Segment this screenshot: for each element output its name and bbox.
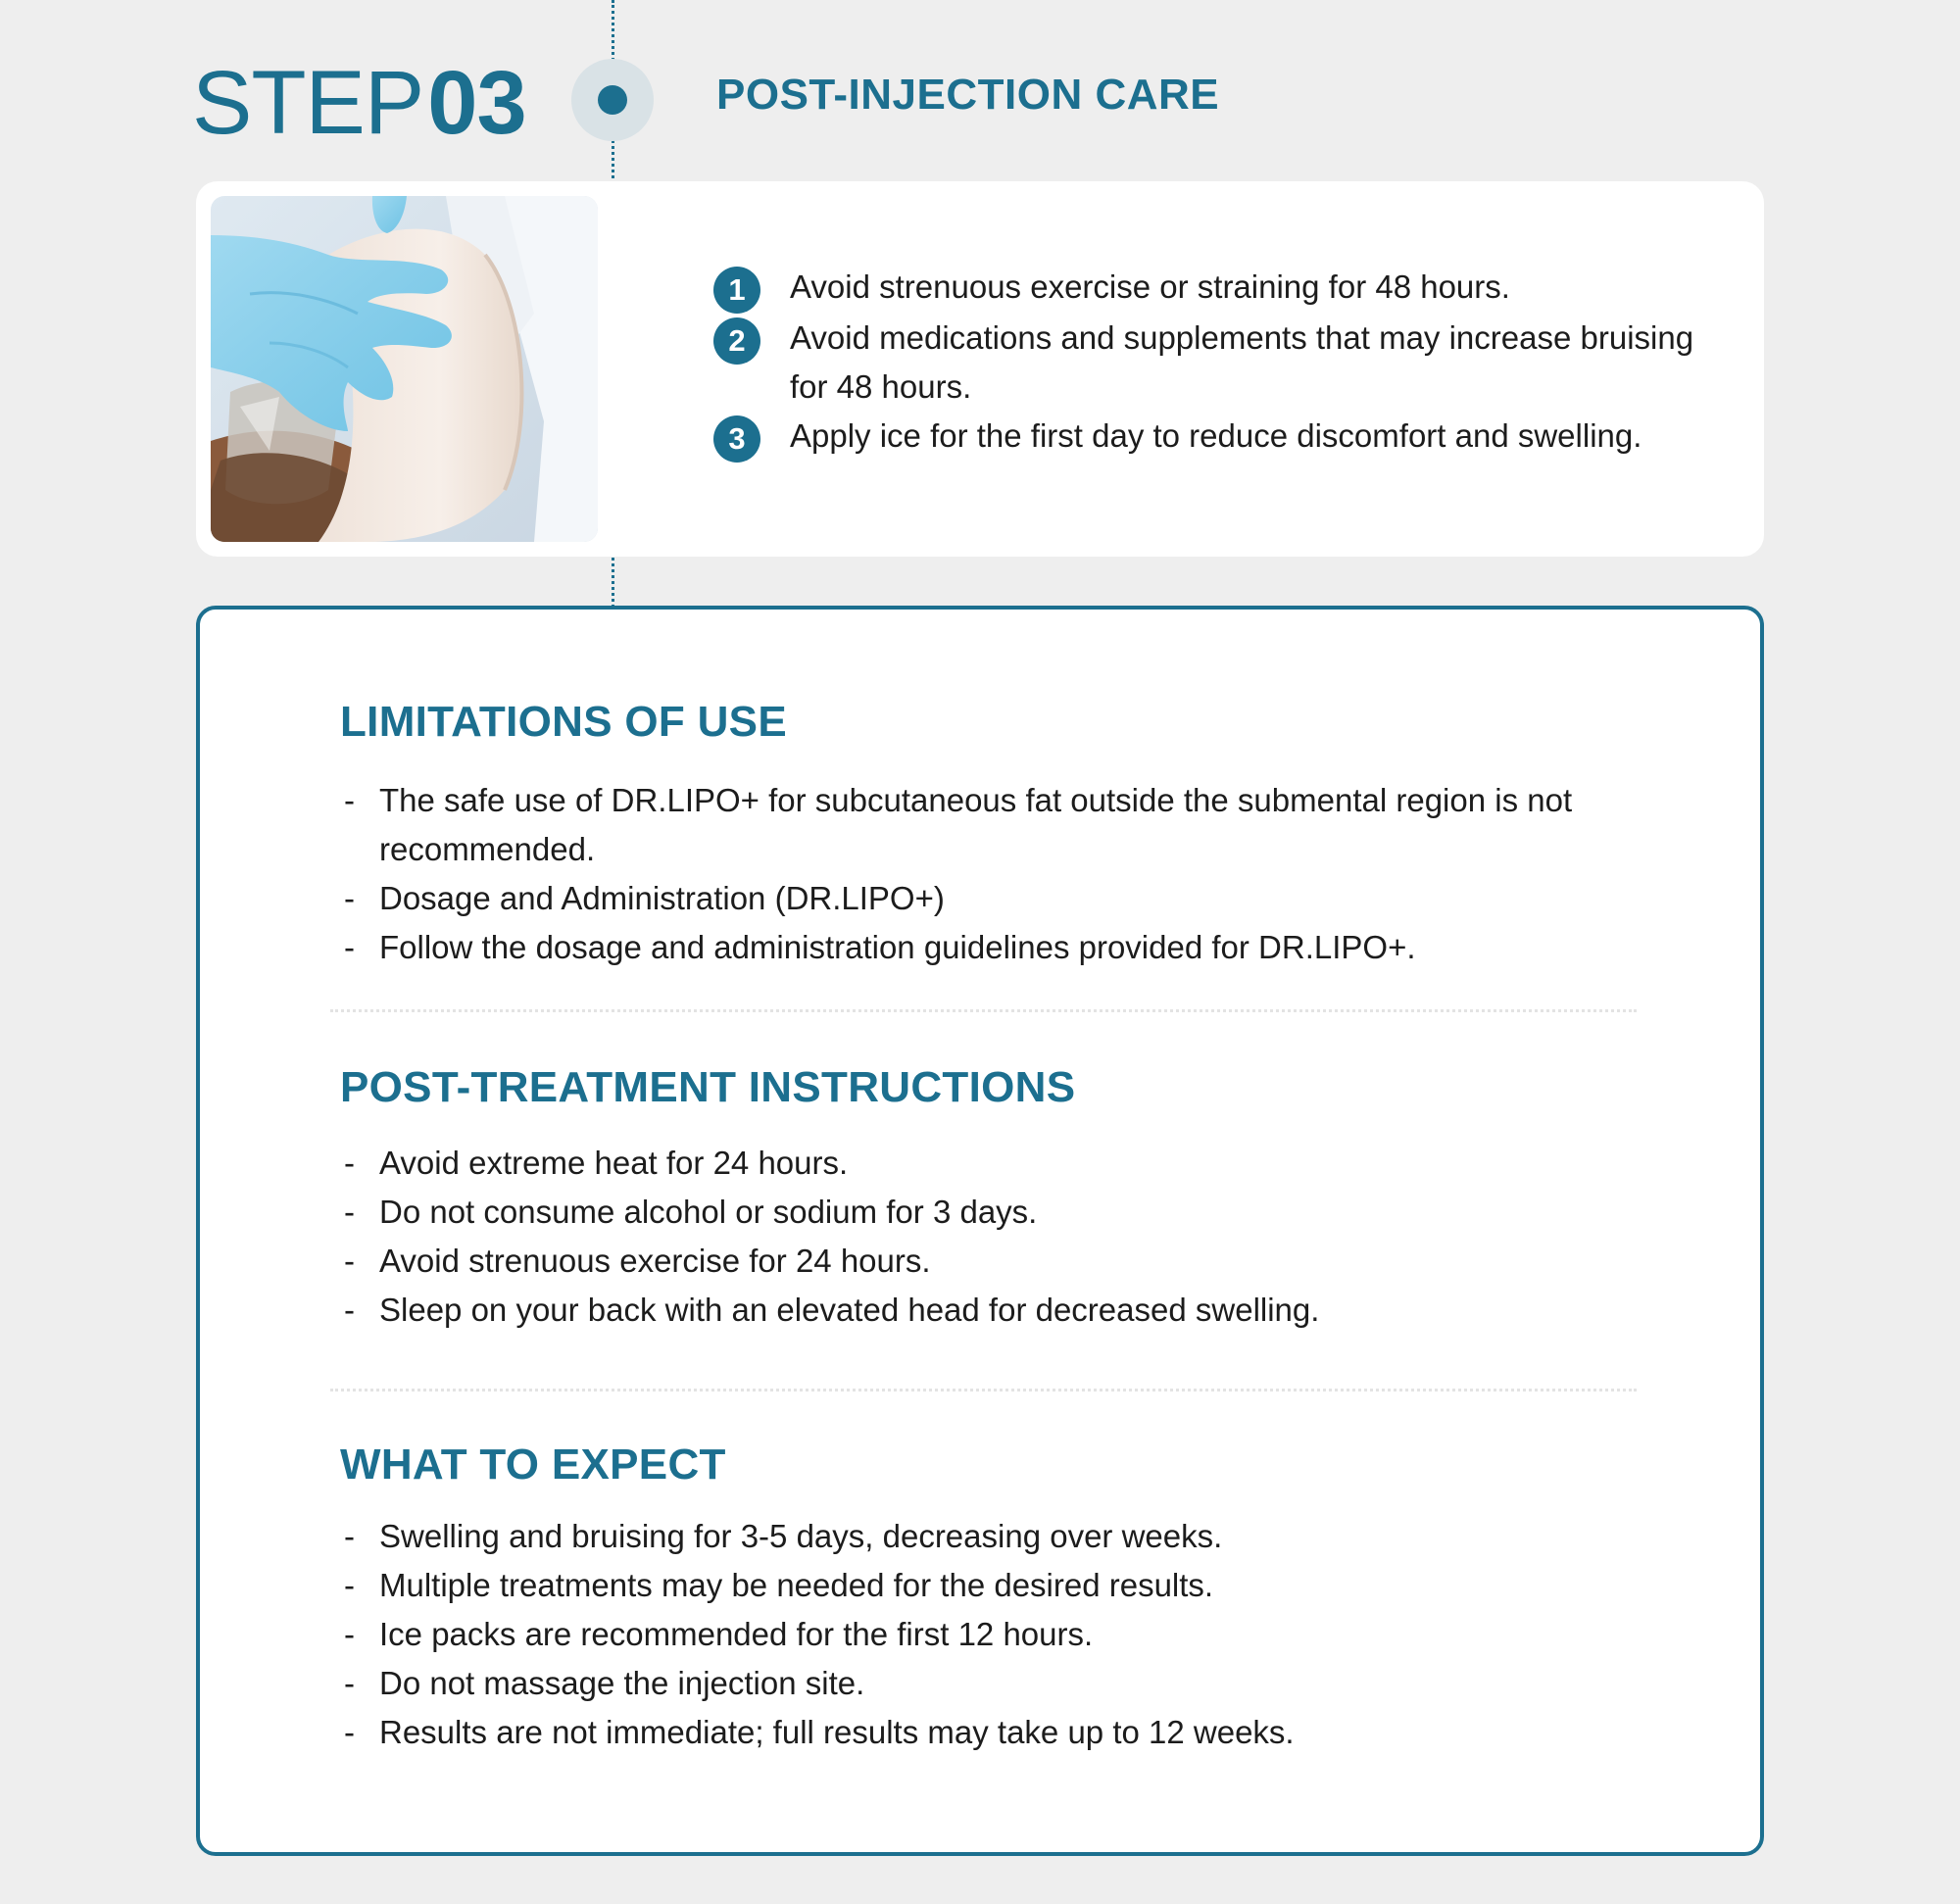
list-item: - Sleep on your back with an elevated head for decreased swelling.: [340, 1286, 1643, 1335]
list-item: - Ice packs are recommended for the first 12 hours.: [340, 1610, 1643, 1659]
step-number-badge: 1: [713, 267, 760, 314]
care-item-text: Avoid medications and supplements that may increase bruising for 48 hours.: [790, 319, 1694, 405]
what-to-expect-heading: WHAT TO EXPECT: [340, 1440, 726, 1489]
step-number: 03: [427, 53, 526, 153]
care-list: [713, 263, 1723, 463]
care-item-text: Avoid strenuous exercise or straining for 48 hours.: [790, 269, 1510, 305]
step-number-badge: 3: [713, 415, 760, 463]
list-item: - The safe use of DR.LIPO+ for subcutaneous fat outside the submental region is not recommended.: [340, 776, 1643, 874]
list-item: - Do not consume alcohol or sodium for 3 days.: [340, 1188, 1643, 1237]
section-divider: [330, 1009, 1637, 1012]
what-to-expect-list: [340, 1512, 1643, 1757]
list-item: - Results are not immediate; full results may take up to 12 weeks.: [340, 1708, 1643, 1757]
post-treatment-list: [340, 1139, 1643, 1335]
list-item: - Follow the dosage and administration guidelines provided for DR.LIPO+.: [340, 923, 1643, 972]
limitations-list: [340, 776, 1643, 972]
list-item: - Multiple treatments may be needed for the desired results.: [340, 1561, 1643, 1610]
list-item: - Swelling and bruising for 3-5 days, decreasing over weeks.: [340, 1512, 1643, 1561]
gloved-hand-ice-pack-photo: [211, 196, 598, 542]
post-injection-care-title: POST-INJECTION CARE: [716, 71, 1220, 119]
timeline-marker-dot: [598, 85, 627, 115]
care-item: [713, 412, 1723, 463]
limitations-heading: LIMITATIONS OF USE: [340, 698, 787, 746]
list-item: - Do not massage the injection site.: [340, 1659, 1643, 1708]
care-item-text: Apply ice for the first day to reduce discomfort and swelling.: [790, 417, 1642, 454]
step-word: STEP: [192, 53, 424, 153]
step-number-badge: 2: [713, 317, 760, 365]
list-item: - Avoid extreme heat for 24 hours.: [340, 1139, 1643, 1188]
step-title: [192, 49, 526, 157]
post-treatment-heading: POST-TREATMENT INSTRUCTIONS: [340, 1063, 1076, 1111]
list-item: - Dosage and Administration (DR.LIPO+): [340, 874, 1643, 923]
section-divider: [330, 1389, 1637, 1391]
care-item: [713, 263, 1723, 314]
list-item: - Avoid strenuous exercise for 24 hours.: [340, 1237, 1643, 1286]
care-item: [713, 314, 1723, 412]
